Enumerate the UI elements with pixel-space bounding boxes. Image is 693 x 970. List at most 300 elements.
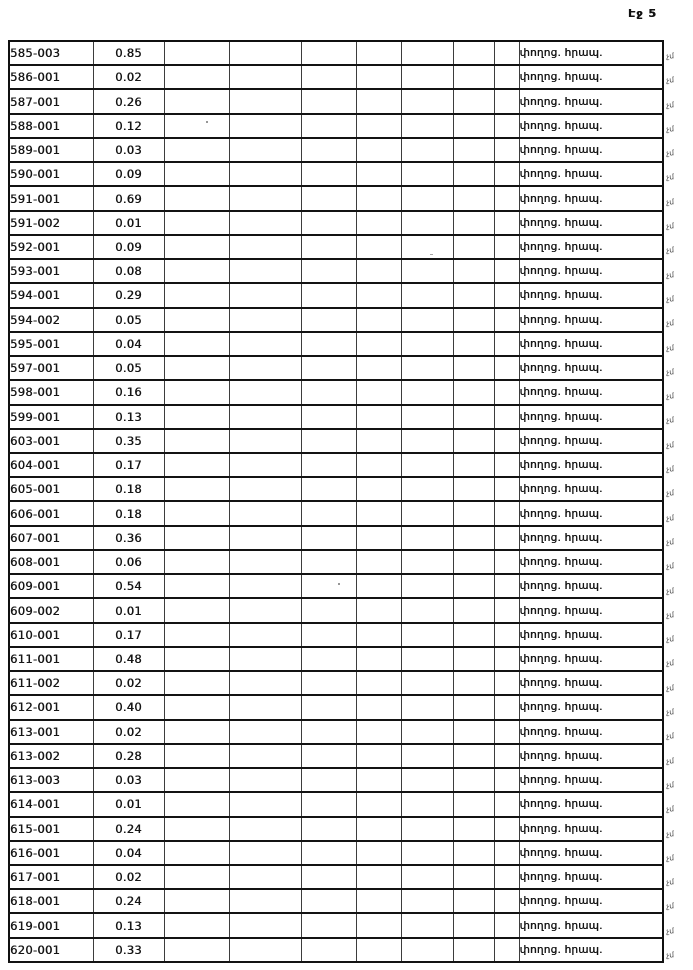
empty-cell [356, 938, 401, 962]
empty-cell [229, 865, 301, 889]
empty-cell [164, 356, 229, 380]
code-cell: 585-003 [9, 41, 93, 65]
table-row [9, 308, 663, 332]
type-cell: փողոց. հրապ. [519, 308, 663, 332]
empty-cell [453, 647, 494, 671]
type-cell: փողոց. հրապ. [519, 138, 663, 162]
empty-cell [401, 817, 453, 841]
empty-cell [401, 598, 453, 622]
empty-cell [494, 744, 519, 768]
empty-cell [453, 623, 494, 647]
table-row [9, 89, 663, 113]
type-cell: փողոց. հրապ. [519, 283, 663, 307]
empty-cell [494, 598, 519, 622]
empty-cell [356, 308, 401, 332]
table-row [9, 938, 663, 962]
empty-cell [401, 477, 453, 501]
type-cell: փողոց. հրապ. [519, 623, 663, 647]
empty-cell [401, 453, 453, 477]
empty-cell [229, 647, 301, 671]
margin-note: չմ [665, 586, 675, 596]
table-row [9, 768, 663, 792]
type-cell: փողոց. հրապ. [519, 695, 663, 719]
empty-cell [356, 89, 401, 113]
empty-cell [453, 913, 494, 937]
empty-cell [229, 162, 301, 186]
empty-cell [301, 817, 356, 841]
empty-cell [164, 41, 229, 65]
value-cell: 0.12 [93, 114, 164, 138]
value-cell: 0.09 [93, 235, 164, 259]
empty-cell [229, 526, 301, 550]
type-cell: փողոց. հրապ. [519, 817, 663, 841]
margin-note: չմ [665, 488, 675, 499]
empty-cell [301, 162, 356, 186]
empty-cell [453, 865, 494, 889]
code-cell: 599-001 [9, 405, 93, 429]
type-cell: փողոց. հրապ. [519, 65, 663, 89]
table-row [9, 356, 663, 380]
code-cell: 595-001 [9, 332, 93, 356]
empty-cell [164, 235, 229, 259]
table-row [9, 186, 663, 210]
table-row [9, 913, 663, 937]
empty-cell [494, 162, 519, 186]
empty-cell [401, 913, 453, 937]
empty-cell [401, 501, 453, 525]
code-cell: 589-001 [9, 138, 93, 162]
empty-cell [229, 405, 301, 429]
empty-cell [229, 332, 301, 356]
empty-cell [164, 211, 229, 235]
empty-cell [453, 938, 494, 962]
empty-cell [356, 429, 401, 453]
type-cell: փողոց. հրապ. [519, 380, 663, 404]
table-row [9, 138, 663, 162]
value-cell: 0.28 [93, 744, 164, 768]
empty-cell [401, 623, 453, 647]
empty-cell [229, 65, 301, 89]
margin-note: չմ [665, 756, 675, 766]
margin-note: չմ [665, 537, 675, 547]
empty-cell [229, 938, 301, 962]
empty-cell [301, 308, 356, 332]
type-cell: փողոց. հրապ. [519, 792, 663, 816]
value-cell: 0.02 [93, 865, 164, 889]
margin-note: չմ [665, 513, 675, 523]
code-cell: 615-001 [9, 817, 93, 841]
empty-cell [494, 720, 519, 744]
empty-cell [301, 526, 356, 550]
type-cell: փողոց. հրապ. [519, 768, 663, 792]
margin-note: չմ [665, 197, 675, 207]
empty-cell [494, 138, 519, 162]
empty-cell [356, 623, 401, 647]
type-cell: փողոց. հրապ. [519, 865, 663, 889]
value-cell: 0.13 [93, 913, 164, 937]
empty-cell [356, 453, 401, 477]
table-row [9, 647, 663, 671]
scan-speck [338, 583, 340, 585]
type-cell: փողոց. հրապ. [519, 477, 663, 501]
empty-cell [229, 574, 301, 598]
margin-note: չմ [665, 318, 675, 329]
type-cell: փողոց. հրապ. [519, 647, 663, 671]
table-row [9, 501, 663, 525]
empty-cell [494, 938, 519, 962]
empty-cell [229, 695, 301, 719]
empty-cell [453, 598, 494, 622]
type-cell: փողոց. հրապ. [519, 235, 663, 259]
empty-cell [301, 332, 356, 356]
margin-note: չմ [665, 173, 675, 183]
table-row [9, 865, 663, 889]
empty-cell [164, 744, 229, 768]
empty-cell [356, 526, 401, 550]
code-cell: 608-001 [9, 550, 93, 574]
empty-cell [229, 429, 301, 453]
scan-speck [206, 121, 208, 123]
empty-cell [229, 453, 301, 477]
empty-cell [229, 817, 301, 841]
empty-cell [453, 65, 494, 89]
empty-cell [301, 913, 356, 937]
empty-cell [453, 720, 494, 744]
value-cell: 0.26 [93, 89, 164, 113]
type-cell: փողոց. հրապ. [519, 89, 663, 113]
value-cell: 0.01 [93, 598, 164, 622]
empty-cell [356, 598, 401, 622]
empty-cell [494, 308, 519, 332]
type-cell: փողոց. հրապ. [519, 186, 663, 210]
empty-cell [356, 380, 401, 404]
empty-cell [356, 138, 401, 162]
value-cell: 0.36 [93, 526, 164, 550]
table-row [9, 720, 663, 744]
empty-cell [494, 283, 519, 307]
value-cell: 0.08 [93, 259, 164, 283]
empty-cell [301, 889, 356, 913]
value-cell: 0.85 [93, 41, 164, 65]
margin-note: չմ [665, 780, 675, 790]
margin-note: չմ [665, 731, 675, 742]
empty-cell [494, 429, 519, 453]
code-cell: 590-001 [9, 162, 93, 186]
empty-cell [164, 792, 229, 816]
empty-cell [453, 405, 494, 429]
empty-cell [401, 259, 453, 283]
margin-note: չմ [665, 124, 675, 134]
empty-cell [164, 453, 229, 477]
empty-cell [229, 623, 301, 647]
code-cell: 613-003 [9, 768, 93, 792]
empty-cell [453, 162, 494, 186]
empty-cell [453, 332, 494, 356]
table-row [9, 162, 663, 186]
code-cell: 594-002 [9, 308, 93, 332]
value-cell: 0.01 [93, 792, 164, 816]
type-cell: փողոց. հրապ. [519, 938, 663, 962]
empty-cell [301, 792, 356, 816]
table-row [9, 283, 663, 307]
empty-cell [453, 817, 494, 841]
empty-cell [356, 647, 401, 671]
value-cell: 0.48 [93, 647, 164, 671]
table-row [9, 598, 663, 622]
empty-cell [164, 114, 229, 138]
empty-cell [453, 211, 494, 235]
empty-cell [494, 841, 519, 865]
value-cell: 0.02 [93, 671, 164, 695]
empty-cell [494, 574, 519, 598]
margin-note: չմ [665, 75, 675, 86]
margin-note: չմ [665, 464, 675, 475]
value-cell: 0.54 [93, 574, 164, 598]
empty-cell [301, 41, 356, 65]
value-cell: 0.04 [93, 841, 164, 865]
empty-cell [494, 41, 519, 65]
empty-cell [453, 138, 494, 162]
type-cell: փողոց. հրապ. [519, 574, 663, 598]
empty-cell [229, 889, 301, 913]
empty-cell [453, 477, 494, 501]
type-cell: փողոց. հրապ. [519, 913, 663, 937]
empty-cell [453, 695, 494, 719]
empty-cell [229, 211, 301, 235]
type-cell: փողոց. հրապ. [519, 259, 663, 283]
empty-cell [164, 695, 229, 719]
code-cell: 603-001 [9, 429, 93, 453]
empty-cell [229, 89, 301, 113]
empty-cell [356, 283, 401, 307]
empty-cell [401, 695, 453, 719]
empty-cell [494, 453, 519, 477]
type-cell: փողոց. հրապ. [519, 453, 663, 477]
empty-cell [401, 526, 453, 550]
empty-cell [401, 308, 453, 332]
data-table [8, 40, 664, 963]
empty-cell [401, 186, 453, 210]
empty-cell [453, 792, 494, 816]
value-cell: 0.05 [93, 356, 164, 380]
empty-cell [401, 235, 453, 259]
value-cell: 0.01 [93, 211, 164, 235]
margin-notes-column [666, 40, 692, 963]
margin-note: չմ [665, 416, 675, 426]
empty-cell [401, 65, 453, 89]
empty-cell [494, 550, 519, 574]
empty-cell [229, 671, 301, 695]
empty-cell [401, 550, 453, 574]
empty-cell [356, 841, 401, 865]
value-cell: 0.18 [93, 501, 164, 525]
value-cell: 0.04 [93, 332, 164, 356]
margin-note: չմ [665, 294, 675, 304]
code-cell: 598-001 [9, 380, 93, 404]
empty-cell [164, 308, 229, 332]
type-cell: փողոց. հրապ. [519, 429, 663, 453]
empty-cell [494, 817, 519, 841]
empty-cell [494, 405, 519, 429]
code-cell: 609-002 [9, 598, 93, 622]
value-cell: 0.03 [93, 138, 164, 162]
empty-cell [164, 623, 229, 647]
empty-cell [453, 453, 494, 477]
empty-cell [229, 356, 301, 380]
empty-cell [453, 356, 494, 380]
empty-cell [494, 913, 519, 937]
value-cell: 0.17 [93, 453, 164, 477]
type-cell: փողոց. հրապ. [519, 889, 663, 913]
table-row [9, 405, 663, 429]
table-row [9, 453, 663, 477]
empty-cell [494, 65, 519, 89]
margin-note: չմ [665, 561, 675, 572]
code-cell: 616-001 [9, 841, 93, 865]
margin-note: չմ [665, 950, 675, 960]
margin-note: չմ [665, 634, 675, 645]
empty-cell [301, 186, 356, 210]
empty-cell [229, 792, 301, 816]
empty-cell [356, 744, 401, 768]
value-cell: 0.09 [93, 162, 164, 186]
empty-cell [301, 114, 356, 138]
empty-cell [401, 792, 453, 816]
empty-cell [164, 186, 229, 210]
empty-cell [301, 453, 356, 477]
empty-cell [356, 186, 401, 210]
empty-cell [453, 308, 494, 332]
empty-cell [356, 913, 401, 937]
empty-cell [453, 501, 494, 525]
type-cell: փողոց. հրապ. [519, 41, 663, 65]
type-cell: փողոց. հրապ. [519, 211, 663, 235]
empty-cell [453, 41, 494, 65]
margin-note: չմ [665, 343, 675, 353]
empty-cell [356, 65, 401, 89]
empty-cell [164, 283, 229, 307]
empty-cell [164, 598, 229, 622]
empty-cell [229, 283, 301, 307]
empty-cell [356, 356, 401, 380]
margin-note: չմ [665, 804, 675, 815]
empty-cell [164, 550, 229, 574]
empty-cell [356, 477, 401, 501]
table-row [9, 889, 663, 913]
empty-cell [164, 720, 229, 744]
value-cell: 0.18 [93, 477, 164, 501]
empty-cell [453, 889, 494, 913]
empty-cell [164, 477, 229, 501]
empty-cell [401, 41, 453, 65]
margin-note: չմ [665, 877, 675, 888]
empty-cell [356, 889, 401, 913]
empty-cell [401, 647, 453, 671]
empty-cell [401, 89, 453, 113]
margin-note: չմ [665, 610, 675, 620]
value-cell: 0.02 [93, 65, 164, 89]
type-cell: փողոց. հրապ. [519, 501, 663, 525]
empty-cell [229, 598, 301, 622]
empty-cell [164, 574, 229, 598]
type-cell: փողոց. հրապ. [519, 356, 663, 380]
code-cell: 606-001 [9, 501, 93, 525]
code-cell: 588-001 [9, 114, 93, 138]
value-cell: 0.24 [93, 889, 164, 913]
empty-cell [494, 235, 519, 259]
empty-cell [164, 817, 229, 841]
empty-cell [164, 89, 229, 113]
table-row [9, 114, 663, 138]
table-row [9, 259, 663, 283]
empty-cell [164, 647, 229, 671]
empty-cell [301, 647, 356, 671]
code-cell: 618-001 [9, 889, 93, 913]
empty-cell [164, 162, 229, 186]
code-cell: 587-001 [9, 89, 93, 113]
type-cell: փողոց. հրապ. [519, 598, 663, 622]
code-cell: 586-001 [9, 65, 93, 89]
table-row [9, 211, 663, 235]
empty-cell [301, 720, 356, 744]
value-cell: 0.02 [93, 720, 164, 744]
code-cell: 591-002 [9, 211, 93, 235]
code-cell: 619-001 [9, 913, 93, 937]
empty-cell [494, 186, 519, 210]
type-cell: փողոց. հրապ. [519, 744, 663, 768]
empty-cell [494, 889, 519, 913]
empty-cell [401, 841, 453, 865]
empty-cell [453, 283, 494, 307]
code-cell: 613-001 [9, 720, 93, 744]
table-row [9, 695, 663, 719]
empty-cell [494, 695, 519, 719]
empty-cell [401, 744, 453, 768]
empty-cell [494, 647, 519, 671]
table-row [9, 744, 663, 768]
margin-note: չմ [665, 707, 675, 717]
code-cell: 611-001 [9, 647, 93, 671]
empty-cell [401, 429, 453, 453]
empty-cell [164, 768, 229, 792]
empty-cell [164, 429, 229, 453]
value-cell: 0.24 [93, 817, 164, 841]
empty-cell [453, 380, 494, 404]
empty-cell [453, 186, 494, 210]
empty-cell [229, 744, 301, 768]
empty-cell [356, 235, 401, 259]
empty-cell [401, 405, 453, 429]
margin-note: չմ [665, 391, 675, 402]
empty-cell [229, 186, 301, 210]
empty-cell [401, 865, 453, 889]
empty-cell [164, 259, 229, 283]
table-row [9, 65, 663, 89]
empty-cell [301, 574, 356, 598]
empty-cell [301, 380, 356, 404]
empty-cell [401, 283, 453, 307]
code-cell: 594-001 [9, 283, 93, 307]
empty-cell [301, 598, 356, 622]
empty-cell [494, 671, 519, 695]
code-cell: 592-001 [9, 235, 93, 259]
empty-cell [301, 283, 356, 307]
empty-cell [301, 259, 356, 283]
value-cell: 0.05 [93, 308, 164, 332]
empty-cell [301, 89, 356, 113]
margin-note: չմ [665, 221, 675, 232]
empty-cell [356, 114, 401, 138]
